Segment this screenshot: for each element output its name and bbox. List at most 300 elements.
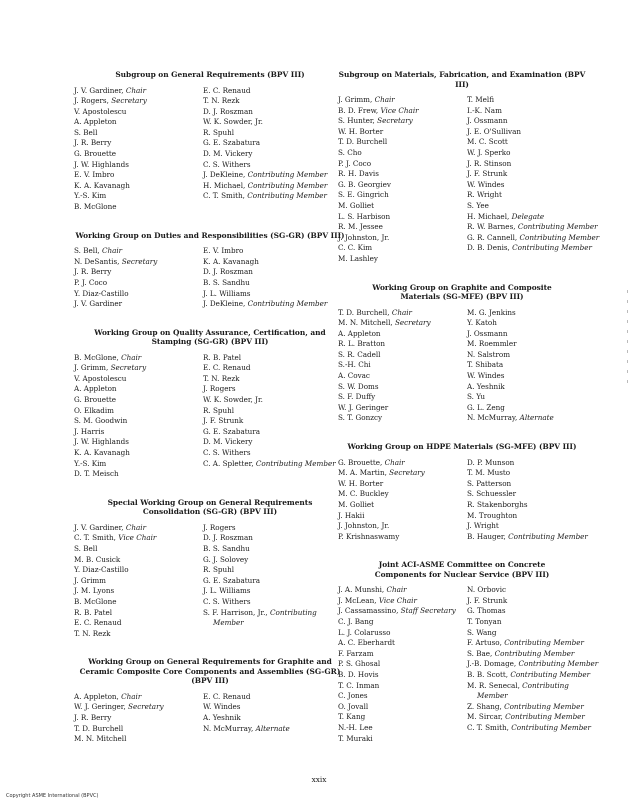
member-row [338, 169, 586, 180]
member-name-text: J. DeKleine, [203, 299, 246, 309]
member-row [338, 148, 586, 159]
member-name-text: N. McMurray, [203, 723, 254, 733]
member-row [74, 618, 346, 629]
committee-group [74, 328, 346, 480]
member-name-text: E. C. Renaud [203, 691, 251, 701]
member-row [338, 180, 586, 191]
member-name-text: J. R. Berry [74, 138, 112, 148]
member-name [338, 413, 382, 424]
member-name [338, 734, 373, 745]
committee-title: Joint ACI-ASME Committee on Concrete Components for Nuclear Service (BPV III) [374, 560, 550, 579]
member-name-text: J. F. Strunk [203, 416, 244, 426]
member-name-text: B. S. Sandhu [203, 544, 250, 553]
member-name-text: G. E. Szabatura [203, 138, 260, 148]
page-number: xxix [311, 775, 327, 784]
member-name [338, 532, 399, 543]
member-name-text: M. B. Cusick [74, 554, 121, 564]
member-name [338, 350, 380, 361]
member-name-text: S. M. Goodwin [74, 416, 128, 426]
member-name-text: H. Michael, [467, 211, 510, 221]
member-name [74, 149, 116, 160]
member-name-text: R. H. Davis [338, 169, 379, 179]
member-role: Contributing Member [247, 191, 327, 201]
member-name-text: W. J. Geringer [338, 402, 389, 412]
member-list [338, 95, 600, 265]
member-name-text: T. D. Burchell [74, 723, 124, 733]
member-name-text: G. J. Solovey [203, 554, 249, 564]
member-name-text: R. M. Jessee [338, 222, 383, 232]
member-name [338, 489, 389, 500]
member-name [203, 384, 236, 395]
member-role: Contributing Member [247, 180, 328, 190]
member-name [338, 233, 389, 244]
member-role: Vice Chair [380, 105, 419, 115]
member-name-text: S. Bell, [74, 246, 100, 256]
member-name-text: S. F. Harrison, Jr., [203, 607, 268, 617]
member-name [203, 246, 243, 257]
member-name [74, 692, 141, 703]
member-name [74, 374, 126, 385]
member-name [467, 392, 485, 403]
member-name-text: J. V. Gardiner, [74, 522, 124, 532]
member-row [74, 160, 346, 171]
member-name [467, 606, 506, 617]
member-name-text: C. T. Smith, [467, 723, 509, 732]
member-name-text: J. F. Strunk [467, 595, 508, 605]
member-name [203, 437, 253, 448]
member-name [338, 127, 383, 138]
committee-title: Working Group on Duties and Responsibilities (SG-GR) (BPV III) [75, 230, 345, 240]
member-name-text: D. M. Vickery [203, 149, 253, 159]
member-name-text: Y. Diaz-Castillo [74, 288, 129, 298]
member-name-text: M. N. Mitchell, [338, 318, 393, 328]
member-role: Secretary [389, 468, 425, 478]
member-name [467, 403, 505, 414]
member-name-text: J. W. Highlands [74, 437, 129, 447]
member-row [74, 117, 346, 128]
member-row [338, 232, 600, 244]
member-name-text: S. Cho [338, 147, 362, 157]
member-list [338, 585, 599, 744]
member-name [338, 659, 380, 670]
member-row [338, 371, 586, 382]
member-name [467, 413, 554, 424]
member-row [74, 702, 346, 713]
member-name [338, 511, 364, 522]
member-name [467, 638, 584, 649]
member-name-text: E. C. Renaud [203, 85, 251, 95]
member-row [338, 243, 592, 254]
member-name-text: B. D. Hovis [338, 670, 379, 680]
member-row [338, 392, 586, 403]
member-name-text: T. Kang [338, 712, 366, 722]
member-name-text: S. Yee [467, 200, 489, 210]
member-row [74, 191, 346, 202]
member-row [338, 596, 586, 607]
member-name-text: P. Krishnaswamy [338, 531, 400, 541]
committee-title: Special Working Group on General Requirements Consolidation (SG-GR) (BPV III) [107, 497, 313, 517]
member-role: Contributing Member [247, 170, 328, 180]
member-name-text: R. Spuhl [203, 565, 235, 575]
member-name [74, 128, 97, 139]
member-name [74, 555, 120, 566]
member-name [338, 670, 379, 681]
member-row [74, 692, 346, 703]
member-name [203, 576, 260, 587]
member-name [338, 212, 390, 223]
member-name [74, 608, 112, 619]
member-name-text: R. Wright [467, 190, 502, 200]
member-name-text: Y.-S. Kim [74, 191, 107, 201]
member-name [338, 382, 379, 393]
member-name [467, 106, 502, 117]
member-name [74, 107, 126, 118]
member-name-text: J. Grimm, [338, 95, 373, 104]
member-row [338, 659, 599, 670]
member-name-text: C. A. Spletter, [203, 458, 254, 468]
member-name [203, 138, 260, 149]
member-name-text: L. J. Colarusso [338, 627, 391, 637]
member-name-text: E. C. Renaud [203, 363, 251, 373]
member-row [74, 149, 346, 160]
member-name [203, 170, 327, 181]
member-name [338, 596, 417, 607]
member-name-text: R. Spuhl [203, 405, 235, 415]
member-name [338, 723, 373, 734]
member-name [203, 724, 290, 735]
member-name-text: A. Yeshnik [203, 713, 241, 723]
member-name [203, 96, 240, 107]
member-row [74, 289, 346, 300]
member-row [338, 511, 586, 522]
member-name-text: W. H. Borter [338, 478, 384, 488]
member-name [338, 392, 375, 403]
member-name [74, 724, 123, 735]
member-name [338, 458, 405, 469]
member-row [338, 468, 586, 479]
member-name [203, 191, 327, 202]
member-name-text: R. B. Patel [74, 607, 113, 617]
member-name [74, 734, 126, 745]
member-name-text: J. Rogers, [74, 96, 109, 106]
member-name-text: T. D. Burchell, [338, 307, 390, 317]
member-name [203, 395, 263, 406]
member-name [338, 360, 371, 371]
member-name-text: F. Artuso, [467, 638, 502, 648]
member-row [74, 363, 346, 374]
member-name-text: T. N. Rezk [74, 628, 111, 638]
member-name [338, 500, 374, 511]
member-name [338, 479, 383, 490]
member-name [74, 406, 114, 417]
member-name [338, 638, 395, 649]
member-name-text: W. H. Borter [338, 126, 384, 136]
member-name [338, 169, 379, 180]
member-name [467, 222, 598, 233]
member-name-text: D. T. Meisch [74, 469, 119, 479]
member-name-text: F. Farzam [338, 648, 374, 658]
member-name [74, 278, 107, 289]
member-role: Chair [384, 457, 405, 467]
member-row [338, 532, 586, 543]
member-name-text: C. J. Bang [338, 617, 374, 627]
member-name [74, 191, 106, 202]
member-name [74, 533, 156, 544]
member-name-text: T. D. Burchell [338, 137, 388, 147]
member-name-text: I.-K. Nam [467, 105, 502, 115]
member-row [74, 565, 346, 576]
member-name [74, 544, 97, 555]
member-name [338, 339, 385, 350]
member-role: Contributing Member [508, 531, 588, 541]
member-role: Delegate [511, 211, 545, 221]
member-name [467, 479, 511, 490]
member-name [338, 318, 431, 329]
member-name [467, 617, 501, 628]
member-name-text: P. J. Coco [74, 277, 108, 287]
member-name [74, 267, 111, 278]
member-row [338, 382, 586, 393]
member-name [203, 702, 240, 713]
member-name [74, 117, 117, 128]
member-row [338, 212, 586, 223]
member-role: Chair [121, 691, 142, 701]
member-name [203, 406, 234, 417]
member-name [203, 416, 243, 427]
member-name-text: S. R. Cadell [338, 349, 381, 359]
member-name [467, 596, 507, 607]
member-name-text: M. Roemmler [467, 339, 517, 349]
member-name [203, 278, 250, 289]
member-row [74, 181, 346, 192]
member-role: Alternate [255, 723, 290, 733]
member-row [338, 350, 586, 361]
member-name-text: W. K. Sowder, Jr. [203, 117, 263, 127]
member-name [338, 628, 390, 639]
member-role: Contributing Member [494, 648, 575, 658]
member-row [74, 96, 346, 107]
member-name [74, 565, 129, 576]
member-name-text: W. J. Sperko [467, 147, 511, 157]
member-row [338, 691, 586, 702]
member-name [338, 691, 368, 702]
member-name [467, 233, 599, 244]
member-row [338, 723, 591, 734]
member-role: Contributing Member [504, 701, 584, 711]
member-row [74, 544, 346, 555]
member-name-text: M. Troughton [467, 510, 518, 520]
member-name [203, 117, 263, 128]
member-name [467, 212, 544, 223]
member-name [203, 459, 336, 470]
member-name [74, 170, 114, 181]
member-row [74, 267, 346, 278]
member-name-text: B. B. Scott, [467, 670, 509, 680]
member-name-text: G. E. Szabatura [203, 426, 260, 436]
member-name [74, 437, 129, 448]
member-row [74, 533, 346, 544]
member-name-text: J. DeKleine, [203, 170, 246, 180]
member-row [74, 427, 346, 438]
member-name [74, 246, 122, 257]
member-row [338, 617, 586, 628]
member-name [203, 597, 251, 608]
member-role: Contributing [522, 680, 569, 690]
member-name [74, 427, 104, 438]
member-name [467, 532, 588, 543]
member-role: Secretary [128, 702, 164, 712]
member-row [338, 222, 598, 233]
member-name-text: K. A. Kavanagh [74, 448, 130, 458]
member-name [74, 384, 117, 395]
member-name [467, 712, 585, 723]
member-name [74, 181, 130, 192]
member-role: Contributing Member [247, 299, 328, 309]
member-name-text: M. A. Martin, [338, 468, 387, 478]
member-name-text: Z. Shang, [467, 701, 502, 711]
member-name [467, 159, 511, 170]
member-name [74, 202, 117, 213]
committee-title: Working Group on Quality Assurance, Certification, and Stamping (SG-GR) (BPV III) [94, 327, 326, 347]
member-role: Contributing Member [504, 638, 584, 648]
committee-group [74, 70, 346, 213]
member-name [203, 107, 253, 118]
member-role: Secretary [377, 116, 413, 126]
member-row [74, 246, 346, 257]
member-name-text: G. Brouette, [338, 457, 383, 467]
member-name [467, 350, 510, 361]
member-name [203, 692, 250, 703]
member-name-text: S. F. Duffy [338, 392, 376, 402]
member-name [467, 339, 517, 350]
member-name-text: J. Grimm [74, 575, 106, 585]
member-name-text: J. Rogers [203, 384, 236, 394]
member-row [74, 469, 346, 480]
member-name [467, 148, 511, 159]
member-role: Secretary [111, 96, 147, 106]
member-list [74, 523, 346, 640]
member-row [74, 384, 346, 395]
member-list [338, 458, 586, 543]
member-name [203, 427, 260, 438]
member-name [338, 308, 412, 319]
member-name [338, 329, 381, 340]
member-name [203, 586, 250, 597]
member-name-text: G. B. Georgiev [338, 179, 391, 189]
member-name [203, 448, 251, 459]
member-name-text: R. Stakenborghs [467, 499, 528, 509]
member-name [467, 360, 503, 371]
member-name [74, 459, 106, 470]
member-row [338, 521, 586, 532]
member-name [74, 523, 146, 534]
member-name-text: A. Appleton [74, 117, 117, 127]
member-role: Contributing Member [518, 659, 599, 669]
member-name-text: J. Johnston, Jr. [338, 521, 390, 531]
member-name [467, 670, 590, 681]
member-row [74, 459, 346, 470]
member-name-text: J. Hakii [338, 510, 365, 520]
member-name [74, 702, 164, 713]
committee-group [338, 560, 599, 744]
member-name-text: E. V. Imbro [203, 246, 244, 256]
member-row [74, 437, 346, 448]
member-list [74, 692, 346, 745]
member-name [74, 353, 141, 364]
member-row [338, 159, 586, 170]
member-name-text: J. V. Gardiner [74, 299, 123, 309]
member-name-text: T. Melfi [467, 95, 495, 104]
committee-group [338, 442, 586, 542]
member-name [467, 628, 497, 639]
member-name [203, 533, 253, 544]
member-name [338, 649, 374, 660]
member-name-text: A. Appleton [338, 328, 381, 338]
member-name [467, 511, 517, 522]
member-role: Secretary [394, 318, 431, 328]
member-name [74, 96, 147, 107]
member-name [467, 371, 504, 382]
member-name-text: T. C. Inman [338, 680, 380, 690]
member-name [467, 329, 508, 340]
member-row [338, 308, 586, 319]
member-name-text: N. Orbovic [467, 585, 507, 595]
member-row [74, 629, 346, 640]
member-list [74, 246, 346, 310]
member-name [74, 448, 130, 459]
committee-title: Working Group on Graphite and Composite Materials (SG-MFE) (BPV III) [372, 282, 552, 301]
member-name-text: G. Brouette [74, 395, 117, 405]
member-name-text: S. W. Doms [338, 381, 379, 391]
member-row [74, 586, 346, 597]
member-name-text: S. Bell [74, 544, 98, 553]
member-name-text: N. Salstrom [467, 349, 511, 359]
member-name-text: K. A. Kavanagh [74, 180, 130, 190]
member-name-text: J. R. Berry [74, 267, 112, 277]
member-role: Chair [125, 522, 147, 532]
member-row [338, 339, 586, 350]
member-name-text: C. T. Smith, [74, 533, 116, 543]
member-role: Chair [386, 585, 407, 595]
member-name [74, 597, 117, 608]
member-name-text: J. Grimm, [74, 363, 109, 373]
member-row [338, 638, 586, 649]
member-name-text: B. Hauger, [467, 531, 506, 541]
member-row [338, 585, 586, 596]
member-role: Contributing Member [505, 712, 585, 722]
member-name [338, 222, 383, 233]
member-name-text: Y. Katoh [467, 318, 497, 328]
committee-group [74, 231, 346, 310]
member-role: Contributing Member [255, 458, 336, 468]
left-column [74, 70, 346, 745]
member-name-text: N.-H. Lee [338, 723, 373, 732]
member-name [338, 180, 391, 191]
member-row [74, 138, 346, 149]
member-name [467, 521, 499, 532]
member-name-text: A. Covac [338, 371, 370, 381]
member-name-text: M. Golliet [338, 499, 375, 509]
member-name-text: D. P. Munson [467, 457, 515, 467]
member-name-text: J. R. Stinson [467, 158, 512, 168]
member-name [467, 190, 502, 201]
member-name-text: S. Hunter, [338, 116, 375, 126]
member-name-text: J. W. Highlands [74, 159, 129, 169]
member-name-text: S. Patterson [467, 478, 512, 488]
member-row [338, 489, 586, 500]
member-name [467, 318, 497, 329]
member-name-text: M. C. Scott [467, 137, 508, 147]
